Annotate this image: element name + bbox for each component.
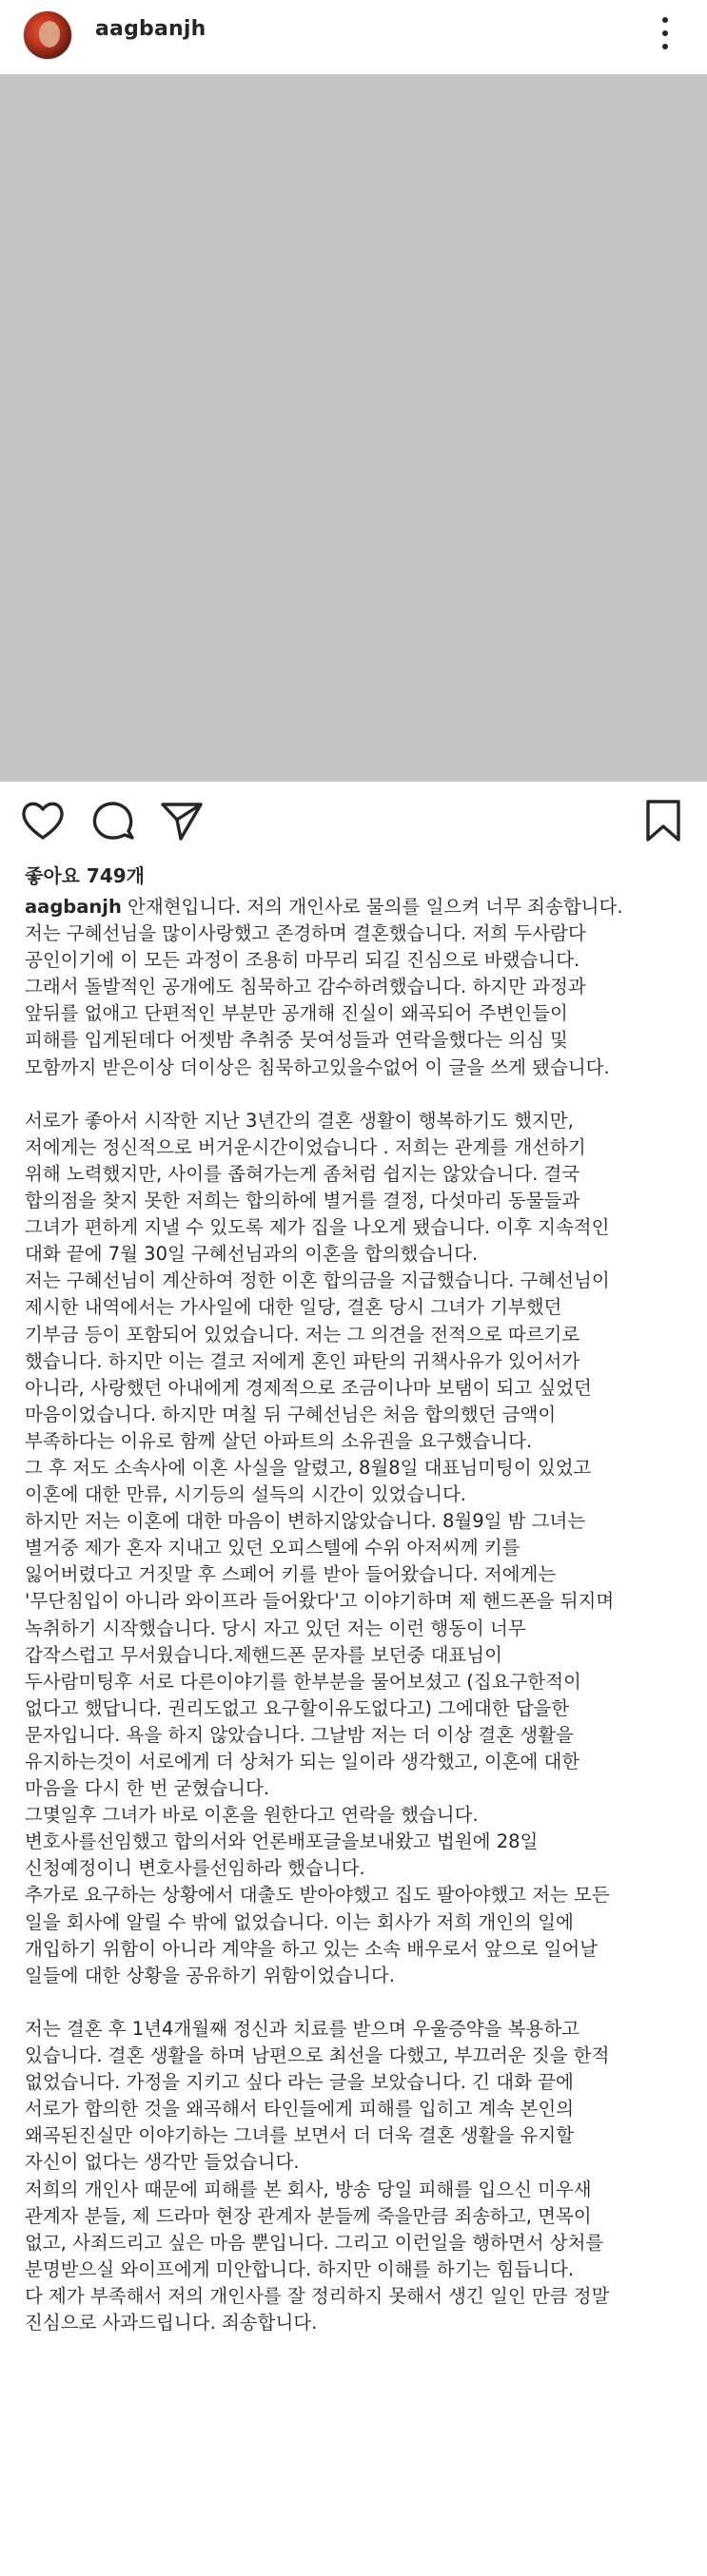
caption-text: 녹취하기 시작했습니다. 당시 자고 있던 저는 이런 행동이 너무 bbox=[25, 1617, 526, 1639]
caption-line bbox=[25, 1455, 691, 1482]
caption-text: 다 제가 부족해서 저의 개인사를 잘 정리하지 못해서 생긴 일인 만큼 정말 bbox=[25, 2284, 610, 2307]
caption-line bbox=[25, 1561, 691, 1588]
caption-line bbox=[25, 2149, 691, 2176]
caption-text: '무단침입이 아니라 와이프라 들어왔다'고 이야기하며 제 핸드폰을 뒤지며 bbox=[25, 1590, 615, 1613]
post-image[interactable] bbox=[0, 74, 707, 782]
caption-line bbox=[25, 2177, 691, 2203]
caption-line bbox=[25, 1322, 691, 1348]
caption-text: 하지만 저는 이혼에 대한 마음이 변하지않았습니다. 8월9일 밤 그녀는 bbox=[25, 1510, 586, 1533]
caption-line bbox=[25, 1909, 691, 1936]
caption-line bbox=[25, 1642, 691, 1669]
caption-text: 피해를 입게된데다 어젯밤 추취중 뭇여성들과 연락을했다는 의심 및 bbox=[25, 1029, 568, 1052]
caption-line bbox=[25, 1535, 691, 1561]
caption-line bbox=[25, 1000, 691, 1027]
caption-line bbox=[25, 1027, 691, 1054]
caption-text: 모함까지 받은이상 더이상은 침묵하고있을수없어 이 글을 쓰게 됐습니다. bbox=[25, 1056, 610, 1078]
caption-line bbox=[25, 1989, 691, 2016]
caption-text: 잃어버렸다고 거짓말 후 스페어 키를 받아 들어왔습니다. 저에게는 bbox=[25, 1563, 557, 1586]
caption-text: 관계자 분들, 제 드라마 현장 관계자 분들께 죽을만큼 죄송하고, 면목이 bbox=[25, 2204, 592, 2227]
caption-line bbox=[25, 1161, 691, 1188]
caption-text: 없다고 했답니다. 권리도없고 요구할이유도없다고) 그에대한 답을한 bbox=[25, 1696, 570, 1719]
heart-icon[interactable] bbox=[19, 797, 67, 844]
caption-line bbox=[25, 2256, 691, 2283]
more-vertical-icon[interactable] bbox=[653, 17, 678, 49]
caption-text: 신청예정이니 변호사를선임하라 했습니다. bbox=[25, 1857, 365, 1880]
caption-text: 저는 구혜선님을 많이사랑했고 존경하며 결혼했습니다. 저희 두사람다 bbox=[25, 922, 586, 945]
more-dot bbox=[662, 44, 668, 49]
caption-text: 그몇일후 그녀가 바로 이혼을 원한다고 연락을 했습니다. bbox=[25, 1804, 479, 1827]
caption-line bbox=[25, 2122, 691, 2149]
caption-line bbox=[25, 2043, 691, 2069]
caption-text: 제시한 내역에서는 가사일에 대한 일당, 결혼 당시 그녀가 기부했던 bbox=[25, 1296, 562, 1319]
caption-text: 있습니다. 결혼 생활을 하며 남편으로 최선을 다했고, 부끄러운 짓을 한적 bbox=[25, 2044, 610, 2067]
bookmark-icon[interactable] bbox=[639, 797, 687, 844]
caption-line bbox=[25, 1428, 691, 1455]
caption-text: 두사람미팅후 서로 다른이야기를 한부분을 물어보셨고 (집요구한적이 bbox=[25, 1670, 581, 1693]
profile-avatar[interactable] bbox=[23, 10, 72, 60]
post-header bbox=[0, 0, 707, 67]
caption-line bbox=[25, 1268, 691, 1294]
comment-icon-svg bbox=[89, 797, 137, 844]
caption-text: 없었습니다. 가정을 지키고 싶다 라는 글을 보았습니다. 긴 대화 끝에 bbox=[25, 2071, 574, 2094]
caption-text: 앞뒤를 없애고 단편적인 부분만 공개해 진실이 왜곡되어 주변인들이 bbox=[25, 1002, 568, 1025]
caption-line bbox=[25, 920, 691, 947]
caption-text: 일들에 대한 상황을 공유하기 위함이었습니다. bbox=[25, 1964, 395, 1986]
caption-text: 마음이었습니다. 하지만 며칠 뒤 구혜선님은 처음 합의했던 금액이 bbox=[25, 1403, 557, 1425]
caption-line bbox=[25, 2069, 691, 2096]
caption-line bbox=[25, 1055, 691, 1081]
caption-text: 왜곡된진실만 이야기하는 그녀를 보면서 더 더욱 결혼 생활을 유지할 bbox=[25, 2124, 575, 2147]
caption-line bbox=[25, 1829, 691, 1855]
caption-text: 분명받으실 와이프에게 미안합니다. 하지만 이해를 하기는 힘듭니다. bbox=[25, 2257, 575, 2280]
caption-line bbox=[25, 1241, 691, 1268]
caption-line bbox=[25, 1134, 691, 1161]
caption-text: 그 후 저도 소속사에 이혼 사실을 알렸고, 8월8일 대표님미팅이 있었고 bbox=[25, 1456, 592, 1479]
caption-text: 변호사를선임했고 합의서와 언론배포글을보내왔고 법원에 28일 bbox=[25, 1830, 539, 1853]
caption-line bbox=[25, 1588, 691, 1615]
caption-text: 저는 구혜선님이 계산하여 정한 이혼 합의금을 지급했습니다. 구혜선님이 bbox=[25, 1269, 610, 1292]
caption-line bbox=[25, 1775, 691, 1802]
caption-line bbox=[25, 2096, 691, 2122]
caption-line bbox=[25, 947, 691, 974]
caption-line bbox=[25, 1108, 691, 1134]
caption-text: 합의점을 찾지 못한 저희는 합의하에 별거를 결정, 다섯마리 동물들과 bbox=[25, 1190, 580, 1212]
more-dot bbox=[662, 17, 668, 23]
caption-line bbox=[25, 2203, 691, 2230]
caption-text: 부족하다는 이유로 함께 살던 아파트의 소유권을 요구했습니다. bbox=[25, 1429, 533, 1452]
send-icon[interactable] bbox=[158, 797, 206, 844]
caption-text: 유지하는것이 서로에게 더 상처가 되는 일이라 생각했고, 이혼에 대한 bbox=[25, 1751, 580, 1772]
post-action-bar bbox=[0, 797, 707, 852]
caption-line bbox=[25, 1508, 691, 1535]
caption-line bbox=[25, 1294, 691, 1321]
caption-text: 했습니다. 하지만 이는 결코 저에게 혼인 파탄의 귀책사유가 있어서가 bbox=[25, 1349, 580, 1372]
caption-text: 마음을 다시 한 번 굳혔습니다. bbox=[25, 1777, 270, 1800]
caption-line bbox=[25, 1722, 691, 1749]
caption-text: 안재현입니다. 저의 개인사로 물의를 일으켜 너무 죄송합니다. bbox=[121, 896, 623, 918]
caption-text: 기부금 등이 포함되어 있었습니다. 저는 그 의견을 전적으로 따르기로 bbox=[25, 1323, 580, 1346]
caption-line bbox=[25, 1081, 691, 1108]
caption-line bbox=[25, 1348, 691, 1375]
caption-text: 서로가 좋아서 시작한 지난 3년간의 결혼 생활이 행복하기도 했지만, bbox=[25, 1109, 574, 1132]
caption-line bbox=[25, 1188, 691, 1214]
caption-text: 저는 결혼 후 1년4개월째 정신과 치료를 받으며 우울증약을 복용하고 bbox=[25, 2017, 580, 2040]
caption-line bbox=[25, 1749, 691, 1775]
caption-text: 일을 회사에 알릴 수 밖에 없었습니다. 이는 회사가 저희 개인의 일에 bbox=[25, 1910, 574, 1933]
caption-text: 저희의 개인사 때문에 피해를 본 회사, 방송 당일 피해를 입으신 미우새 bbox=[25, 2178, 592, 2200]
heart-icon-svg bbox=[19, 797, 67, 844]
caption-text: 그녀가 편하게 지낼 수 있도록 제가 집을 나오게 됐습니다. 이후 지속적인 bbox=[25, 1216, 610, 1239]
caption-line bbox=[25, 1802, 691, 1829]
caption-line bbox=[25, 2283, 691, 2310]
caption-text: 갑작스럽고 무서웠습니다.제핸드폰 문자를 보던중 대표님이 bbox=[25, 1643, 502, 1666]
caption-line bbox=[25, 1402, 691, 1428]
caption-line bbox=[25, 894, 691, 920]
caption-text: 저에게는 정신적으로 버거운시간이었습니다 . 저희는 관계를 개선하기 bbox=[25, 1135, 586, 1158]
caption-text: 그래서 돌발적인 공개에도 침묵하고 감수하려했습니다. 하지만 과정과 bbox=[25, 976, 586, 998]
caption-line bbox=[25, 1963, 691, 1989]
caption-text: 추가로 요구하는 상황에서 대출도 받아야했고 집도 팔아야했고 저는 모든 bbox=[25, 1884, 610, 1907]
more-dot bbox=[662, 30, 668, 36]
caption-line bbox=[25, 1695, 691, 1722]
caption-text: 개입하기 위함이 아니라 계약을 하고 있는 소속 배우로서 앞으로 일어날 bbox=[25, 1937, 599, 1960]
caption-text: 별거중 제가 혼자 지내고 있던 오피스텔에 수위 아저씨께 키를 bbox=[25, 1537, 520, 1559]
post-caption bbox=[25, 894, 691, 2336]
caption-line bbox=[25, 1214, 691, 1241]
caption-line bbox=[25, 1669, 691, 1695]
caption-line bbox=[25, 2310, 691, 2336]
send-icon-svg bbox=[158, 797, 206, 844]
caption-text: 대화 끝에 7월 30일 구혜선님과의 이혼을 합의했습니다. bbox=[25, 1243, 479, 1266]
caption-text: 서로가 합의한 것을 왜곡해서 타인들에게 피해를 입히고 계속 본인의 bbox=[25, 2098, 575, 2121]
caption-text: 아니라, 사랑했던 아내에게 경제적으로 조금이나마 보탬이 되고 싶었던 bbox=[25, 1376, 592, 1399]
bookmark-icon-svg bbox=[639, 797, 687, 844]
caption-line bbox=[25, 2230, 691, 2256]
caption-line bbox=[25, 2016, 691, 2043]
caption-text: 자신이 없다는 생각만 들었습니다. bbox=[25, 2151, 300, 2174]
caption-line bbox=[25, 1936, 691, 1963]
caption-text: 진심으로 사과드립니다. 죄송합니다. bbox=[25, 2311, 318, 2334]
caption-line bbox=[25, 1882, 691, 1908]
caption-line bbox=[25, 1375, 691, 1402]
avatar-face bbox=[39, 21, 60, 48]
caption-line bbox=[25, 1616, 691, 1642]
caption-line bbox=[25, 1855, 691, 1882]
caption-text: 공인이기에 이 모든 과정이 조용히 마무리 되길 진심으로 바랬습니다. bbox=[25, 949, 580, 972]
like-count[interactable]: 좋아요 749개 bbox=[25, 864, 145, 887]
caption-text: 문자입니다. 욕을 하지 않았습니다. 그날밤 저는 더 이상 결혼 생활을 bbox=[25, 1723, 574, 1746]
caption-text: 위해 노력했지만, 사이를 좁혀가는게 좀처럼 쉽지는 않았습니다. 결국 bbox=[25, 1162, 580, 1185]
caption-username[interactable]: aagbanjh bbox=[25, 896, 122, 918]
post-username[interactable]: aagbanjh bbox=[95, 17, 206, 41]
caption-line bbox=[25, 1482, 691, 1508]
caption-text: 없고, 사죄드리고 싶은 마음 뿐입니다. 그리고 이런일을 행하면서 상처를 bbox=[25, 2231, 604, 2254]
comment-icon[interactable] bbox=[89, 797, 137, 844]
caption-text: 이혼에 대한 만류, 시기등의 설득의 시간이 있었습니다. bbox=[25, 1483, 467, 1506]
caption-line bbox=[25, 974, 691, 1000]
